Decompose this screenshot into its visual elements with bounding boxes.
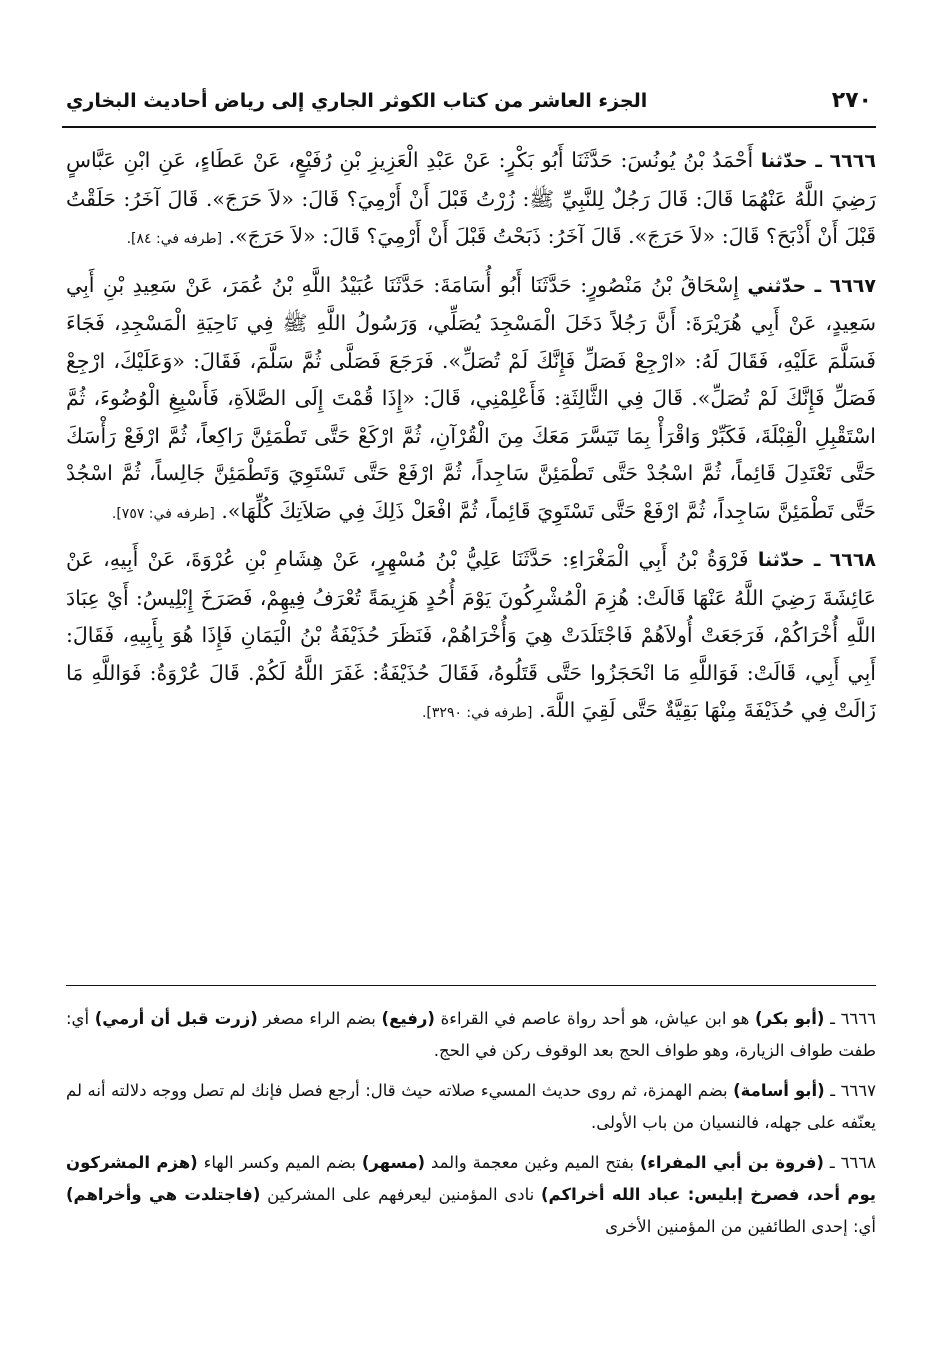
note-text: بفتح الميم وغين معجمة والمد (425, 1153, 640, 1172)
hadith-lead: حدّثنا (760, 150, 808, 172)
note-quoted-term: (أبو أسامة) (733, 1081, 825, 1100)
note-2 (66, 1147, 876, 1243)
note-text: بضم الهمزة، ثم روى حديث المسيء صلاته حيث قال: أرجع فصل فإنك لم تصل ووجه دلالته أنه لم يعنّفه على جهله، فالنسيان من باب الأولى. (66, 1081, 876, 1132)
hadith-6666: ٦٦٦٦ ـ حدّثنا أَحْمَدُ بْنُ يُونُسَ: حَدَّثَنَا أَبُو بَكْرٍ: عَنْ عَبْدِ الْعَزِيزِ بْنِ رُفَيْعٍ، عَنْ عَطَاءٍ، عَنِ ابْنِ عَبَّاسٍ رَضِيَ اللَّهُ عَنْهُمَا قَالَ: قَالَ رَجُلٌ لِلنَّبِيِّ ﷺ: زُرْتُ قَبْلَ أَنْ أَرْمِيَ؟ قَالَ: «لاَ حَرَجَ». قَالَ آخَرُ: حَلَقْتُ قَبْلَ أَنْ أَذْبَحَ؟ قَالَ: «لاَ حَرَجَ». قَالَ آخَرُ: ذَبَحْتُ قَبْلَ أَنْ أَرْمِيَ؟ قَالَ: «لاَ حَرَجَ». [طرفه في: ٨٤]. (66, 148, 876, 248)
note-quoted-term: (فاجتلدت هي وأخراهم) (66, 1185, 261, 1204)
hadith-text: أَحْمَدُ بْنُ يُونُسَ: حَدَّثَنَا أَبُو بَكْرٍ: عَنْ عَبْدِ الْعَزِيزِ بْنِ رُفَيْعٍ، عَنْ عَطَاءٍ، عَنِ ابْنِ عَبَّاسٍ رَضِيَ اللَّهُ عَنْهُمَا قَالَ: قَالَ رَجُلٌ لِلنَّبِيِّ ﷺ: زُرْتُ قَبْلَ أَنْ أَرْمِيَ؟ قَالَ: «لاَ حَرَجَ». قَالَ آخَرُ: حَلَقْتُ قَبْلَ أَنْ أَذْبَحَ؟ قَالَ: «لاَ حَرَجَ». قَالَ آخَرُ: ذَبَحْتُ قَبْلَ أَنْ أَرْمِيَ؟ قَالَ: «لاَ حَرَجَ». (66, 148, 876, 248)
hadith-number: ٦٦٦٦ (829, 150, 876, 172)
note-text: نادى المؤمنين ليعرفهم على المشركين (260, 1185, 542, 1204)
hadith-6668: ٦٦٦٨ ـ حدّثنا فَرْوَةُ بْنُ أَبِي الْمَغْرَاءِ: حَدَّثَنَا عَلِيُّ بْنُ مُسْهِرٍ، عَنْ هِشَامِ بْنِ عُرْوَةَ، عَنْ أَبِيهِ، عَنْ عَائِشَةَ رَضِيَ اللَّهُ عَنْهَا قَالَتْ: هُزِمَ الْمُشْرِكُونَ يَوْمَ أُحُدٍ هَزِيمَةً تُعْرَفُ فِيهِمْ، فَصَرَخَ إِبْلِيسُ: أَيْ عِبَادَ اللَّهِ أُخْرَاكُمْ، فَرَجَعَتْ أُولاَهُمْ فَاجْتَلَدَتْ هِيَ وَأُخْرَاهُمْ، فَنَظَرَ حُذَيْفَةُ بْنُ الْيَمَانِ فَإِذَا هُوَ بِأَبِيهِ، فَقَالَ: أَبِي أَبِي، قَالَتْ: فَوَاللَّهِ مَا انْحَجَزُوا حَتَّى قَتَلُوهُ، فَقَالَ حُذَيْفَةُ: غَفَرَ اللَّهُ لَكُمْ. قَالَ عُرْوَةُ: فَوَاللَّهِ مَا زَالَتْ فِي حُذَيْفَةَ مِنْهَا بَقِيَّةٌ حَتَّى لَقِيَ اللَّهَ. [طرفه في: ٣٢٩٠]. (66, 547, 877, 722)
note-quoted-term: (فروة بن أبي المفراء) (639, 1153, 824, 1172)
hadith-lead: حدّثنا (757, 549, 805, 571)
note-text: أي: إحدى الطائفين من المؤمنين الأخرى (605, 1217, 876, 1236)
page-header (62, 86, 876, 128)
note-number: ٦٦٦٨ ـ (823, 1153, 877, 1172)
hadith-text-body (66, 142, 876, 741)
note-quoted-term: (زرت قبل أن أرمي) (94, 1009, 258, 1028)
cross-reference: [طرفه في: ٧٥٧]. (111, 505, 215, 522)
note-text: هو ابن عياش، هو أحد رواة عاصم في القراءة (434, 1009, 755, 1028)
cross-reference: [طرفه في: ٣٢٩٠]. (421, 705, 533, 721)
cross-reference: [طرفه في: ٨٤]. (126, 231, 223, 247)
hadith-text: إِسْحَاقُ بْنُ مَنْصُورٍ: حَدَّثَنَا أَبُو أُسَامَةَ: حَدَّثَنَا عُبَيْدُ اللَّهِ بْنُ عُمَرَ، عَنْ سَعِيدِ بْنِ أَبِي سَعِيدٍ، عَنْ أَبِي هُرَيْرَةَ: أَنَّ رَجُلاً دَخَلَ الْمَسْجِدَ يُصَلِّي، وَرَسُولُ اللَّهِ ﷺ فِي نَاحِيَةِ الْمَسْجِدِ، فَجَاءَ فَسَلَّمَ عَلَيْهِ، فَقَالَ لَهُ: «ارْجِعْ فَصَلِّ فَإِنَّكَ لَمْ تُصَلِّ». فَرَجَعَ فَصَلَّى ثُمَّ سَلَّمَ، فَقَالَ: «وَعَلَيْكَ، ارْجِعْ فَصَلِّ فَإِنَّكَ لَمْ تُصَلِّ». قَالَ فِي الثَّالِثَةِ: فَأَعْلِمْنِي، قَالَ: «إِذَا قُمْتَ إِلَى الصَّلاَةِ، فَأَسْبِغِ الْوُضُوءَ، ثُمَّ اسْتَقْبِلِ الْقِبْلَةَ، فَكَبِّرْ وَاقْرَأْ بِمَا تَيَسَّرَ مَعَكَ مِنَ الْقُرْآنِ، ثُمَّ ارْكَعْ حَتَّى تَطْمَئِنَّ رَاكِعاً، ثُمَّ ارْفَعْ رَأْسَكَ حَتَّى تَعْتَدِلَ قَائِماً، ثُمَّ اسْجُدْ حَتَّى تَطْمَئِنَّ سَاجِداً، ثُمَّ ارْفَعْ حَتَّى تَسْتَوِيَ وَتَطْمَئِنَّ جَالِساً، ثُمَّ اسْجُدْ حَتَّى تَطْمَئِنَّ سَاجِداً، ثُمَّ ارْفَعْ حَتَّى تَسْتَوِيَ قَائِماً، ثُمَّ افْعَلْ ذَلِكَ فِي صَلاَتِكَ كُلِّهَا». (66, 272, 876, 523)
commentary-notes (66, 1003, 876, 1251)
note-text: أي: طفت طواف الزيارة، وهو طواف الحج بعد الوقوف ركن في الحج. (66, 1009, 876, 1060)
hadith-6667: ٦٦٦٧ ـ حدّثني إِسْحَاقُ بْنُ مَنْصُورٍ: حَدَّثَنَا أَبُو أُسَامَةَ: حَدَّثَنَا عُبَيْدُ اللَّهِ بْنُ عُمَرَ، عَنْ سَعِيدِ بْنِ أَبِي سَعِيدٍ، عَنْ أَبِي هُرَيْرَةَ: أَنَّ رَجُلاً دَخَلَ الْمَسْجِدَ يُصَلِّي، وَرَسُولُ اللَّهِ ﷺ فِي نَاحِيَةِ الْمَسْجِدِ، فَجَاءَ فَسَلَّمَ عَلَيْهِ، فَقَالَ لَهُ: «ارْجِعْ فَصَلِّ فَإِنَّكَ لَمْ تُصَلِّ». فَرَجَعَ فَصَلَّى ثُمَّ سَلَّمَ، فَقَالَ: «وَعَلَيْكَ، ارْجِعْ فَصَلِّ فَإِنَّكَ لَمْ تُصَلِّ». قَالَ فِي الثَّالِثَةِ: فَأَعْلِمْنِي، قَالَ: «إِذَا قُمْتَ إِلَى الصَّلاَةِ، فَأَسْبِغِ الْوُضُوءَ، ثُمَّ اسْتَقْبِلِ الْقِبْلَةَ، فَكَبِّرْ وَاقْرَأْ بِمَا تَيَسَّرَ مَعَكَ مِنَ الْقُرْآنِ، ثُمَّ ارْكَعْ حَتَّى تَطْمَئِنَّ رَاكِعاً، ثُمَّ ارْفَعْ رَأْسَكَ حَتَّى تَعْتَدِلَ قَائِماً، ثُمَّ اسْجُدْ حَتَّى تَطْمَئِنَّ سَاجِداً، ثُمَّ ارْفَعْ حَتَّى تَسْتَوِيَ وَتَطْمَئِنَّ جَالِساً، ثُمَّ اسْجُدْ حَتَّى تَطْمَئِنَّ سَاجِداً، ثُمَّ ارْفَعْ حَتَّى تَسْتَوِيَ قَائِماً، ثُمَّ افْعَلْ ذَلِكَ فِي صَلاَتِكَ كُلِّهَا». [طرفه في: ٧٥٧]. (66, 272, 876, 523)
note-1 (66, 1075, 876, 1139)
note-text: بضم الميم وكسر الهاء (197, 1153, 362, 1172)
hadith-lead: حدّثني (747, 274, 807, 297)
hadith-number: ٦٦٦٧ (829, 274, 876, 297)
hadith-text: فَرْوَةُ بْنُ أَبِي الْمَغْرَاءِ: حَدَّثَنَا عَلِيُّ بْنُ مُسْهِرٍ، عَنْ هِشَامِ بْنِ عُرْوَةَ، عَنْ أَبِيهِ، عَنْ عَائِشَةَ رَضِيَ اللَّهُ عَنْهَا قَالَتْ: هُزِمَ الْمُشْرِكُونَ يَوْمَ أُحُدٍ هَزِيمَةً تُعْرَفُ فِيهِمْ، فَصَرَخَ إِبْلِيسُ: أَيْ عِبَادَ اللَّهِ أُخْرَاكُمْ، فَرَجَعَتْ أُولاَهُمْ فَاجْتَلَدَتْ هِيَ وَأُخْرَاهُمْ، فَنَظَرَ حُذَيْفَةُ بْنُ الْيَمَانِ فَإِذَا هُوَ بِأَبِيهِ، فَقَالَ: أَبِي أَبِي، قَالَتْ: فَوَاللَّهِ مَا انْحَجَزُوا حَتَّى قَتَلُوهُ، فَقَالَ حُذَيْفَةُ: غَفَرَ اللَّهُ لَكُمْ. قَالَ عُرْوَةُ: فَوَاللَّهِ مَا زَالَتْ فِي حُذَيْفَةَ مِنْهَا بَقِيَّةٌ حَتَّى لَقِيَ اللَّهَ. (66, 547, 876, 722)
note-quoted-term: (هزم المشركون يوم أحد، فصرخ إبليس: عباد الله أخراكم) (66, 1153, 877, 1204)
note-quoted-term: (أبو بكر) (754, 1009, 825, 1028)
note-quoted-term: (مسهر) (361, 1153, 426, 1172)
note-quoted-term: (رفيع) (381, 1009, 435, 1028)
note-number: ٦٦٦٦ ـ (824, 1009, 877, 1028)
footnote-divider (66, 985, 876, 986)
note-number: ٦٦٦٧ ـ (824, 1081, 877, 1100)
note-text: بضم الراء مصغر (257, 1009, 382, 1028)
page-number: ٢٧٠ (831, 88, 872, 113)
running-title: الجزء العاشر من كتاب الكوثر الجاري إلى رياض أحاديث البخاري (66, 90, 648, 112)
note-0 (66, 1003, 876, 1067)
hadith-number: ٦٦٦٨ (829, 549, 877, 571)
